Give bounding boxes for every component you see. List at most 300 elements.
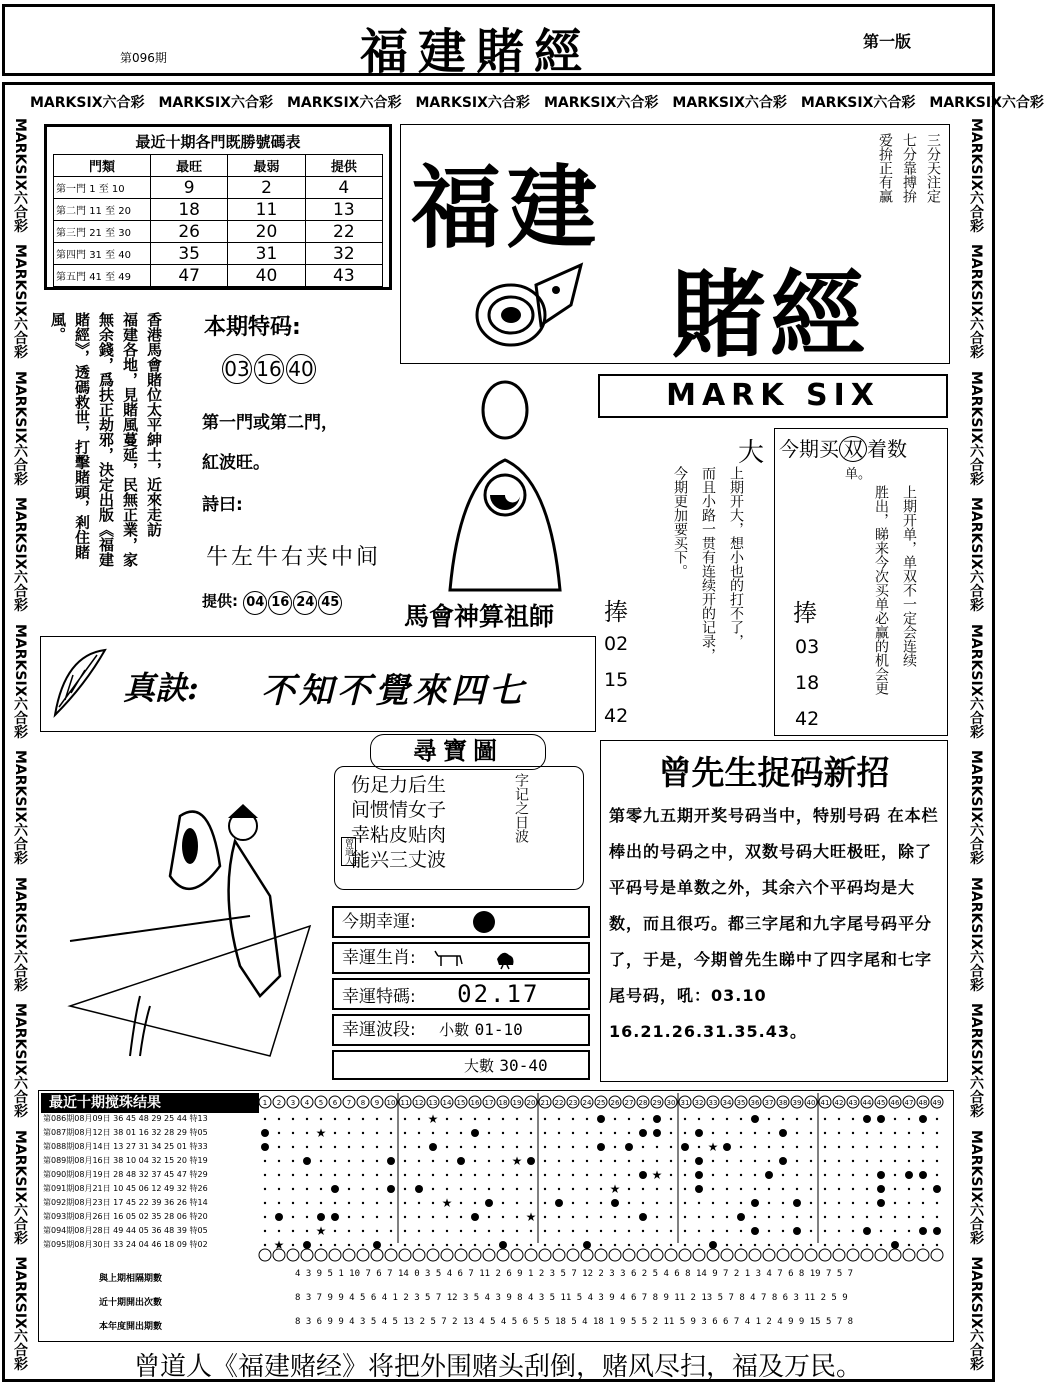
grid-dot — [292, 1160, 294, 1162]
number-header-label: 3 — [290, 1099, 296, 1107]
grid-dot — [418, 1118, 420, 1120]
drawn-ball-mark — [639, 1129, 647, 1137]
number-footer-circle — [595, 1249, 607, 1261]
tsang-box — [600, 740, 948, 1082]
grid-dot — [726, 1174, 728, 1176]
grid-dot — [460, 1146, 462, 1148]
title-post: 着数 — [867, 437, 907, 461]
marksix-banner-top — [30, 92, 1044, 114]
drawn-ball-mark — [653, 1129, 661, 1137]
grid-dot — [530, 1244, 532, 1246]
grid-dot — [698, 1202, 700, 1204]
grid-dot — [600, 1244, 602, 1246]
drawn-ball-mark — [723, 1143, 731, 1151]
odd-even-text — [871, 485, 919, 725]
grid-dot — [404, 1174, 406, 1176]
grid-dot — [796, 1118, 798, 1120]
lucky-wave-row — [332, 1014, 590, 1046]
number-footer-circle — [833, 1249, 845, 1261]
fisherman-illustration — [40, 766, 330, 1066]
max-cell: 26 — [151, 221, 228, 243]
banner-item: MARKSIX六合彩 — [968, 497, 984, 612]
number-header-label: 25 — [596, 1099, 606, 1107]
header-bar — [2, 4, 995, 80]
header-cell: 最弱 — [228, 155, 305, 177]
grid-dot — [418, 1244, 420, 1246]
number-header-label: 22 — [554, 1099, 564, 1107]
grid-dot — [558, 1160, 560, 1162]
grid-dot — [880, 1216, 882, 1218]
grid-dot — [922, 1202, 924, 1204]
table-row — [54, 265, 383, 287]
grid-dot — [838, 1118, 840, 1120]
grid-dot — [516, 1202, 518, 1204]
number-header-label: 33 — [708, 1099, 718, 1107]
number-footer-circle — [385, 1249, 397, 1261]
special-line1: 第一門或第二門， — [202, 413, 338, 433]
marksix-label: MARK SIX — [666, 378, 880, 413]
drawn-ball-mark — [891, 1241, 899, 1249]
grid-dot — [754, 1146, 756, 1148]
grid-dot — [824, 1174, 826, 1176]
special-star-mark: ★ — [651, 1168, 663, 1182]
grid-dot — [684, 1230, 686, 1232]
number-header-label: 46 — [890, 1099, 900, 1107]
drawn-ball-mark — [765, 1171, 773, 1179]
grid-dot — [376, 1118, 378, 1120]
min-cell: 31 — [228, 243, 305, 265]
drawn-ball-mark — [751, 1199, 759, 1207]
grid-dot — [810, 1244, 812, 1246]
grid-dot — [670, 1188, 672, 1190]
title-highlight: 双 — [839, 436, 867, 462]
grid-dot — [530, 1230, 532, 1232]
stat-label: 近十期開出次數 — [99, 1298, 163, 1308]
grid-dot — [432, 1132, 434, 1134]
grid-dot — [614, 1174, 616, 1176]
drawn-ball-mark — [681, 1143, 689, 1151]
number-header-label: 9 — [374, 1099, 380, 1107]
grid-dot — [796, 1216, 798, 1218]
grid-dot — [432, 1174, 434, 1176]
master-caption: 馬會神算祖師 — [404, 602, 555, 631]
grid-dot — [348, 1174, 350, 1176]
big-small-column: 上期开大，想小也的打不了， — [728, 466, 744, 648]
grid-dot — [488, 1216, 490, 1218]
big-label: 大 — [738, 438, 765, 468]
grid-dot — [558, 1174, 560, 1176]
banner-item: MARKSIX六合彩 — [672, 95, 787, 111]
lucky-fortune-row — [332, 906, 590, 938]
grid-dot — [810, 1202, 812, 1204]
grid-dot — [628, 1160, 630, 1162]
tsang-title: 曾先生捉码新招 — [658, 753, 890, 792]
gate-name: 第五門 — [56, 272, 86, 283]
grid-dot — [670, 1174, 672, 1176]
grid-dot — [474, 1174, 476, 1176]
max-cell: 35 — [151, 243, 228, 265]
grid-dot — [488, 1188, 490, 1190]
banner-item: MARKSIX六合彩 — [12, 1129, 28, 1245]
banner-item: MARKSIX六合彩 — [968, 623, 984, 739]
grid-dot — [754, 1244, 756, 1246]
special-number: 03 — [222, 354, 252, 384]
special-star-mark: ★ — [441, 1196, 453, 1210]
drawn-ball-mark — [611, 1199, 619, 1207]
rank-table — [53, 154, 383, 287]
grid-dot — [306, 1174, 308, 1176]
grid-dot — [824, 1160, 826, 1162]
gate-range: 21 至 30 — [89, 228, 131, 239]
grid-dot — [684, 1132, 686, 1134]
grid-dot — [740, 1244, 742, 1246]
treasure-scroll — [334, 766, 584, 890]
grid-dot — [572, 1146, 574, 1148]
odd-even-column: 上期开单，单双不一定会连续 — [901, 485, 917, 667]
grid-dot — [614, 1146, 616, 1148]
grid-dot — [852, 1216, 854, 1218]
pick-numbers-right — [795, 629, 819, 737]
poem-label: 詩曰: — [202, 495, 243, 515]
grid-dot — [306, 1188, 308, 1190]
number-header-label: 10 — [386, 1099, 396, 1107]
grid-dot — [404, 1230, 406, 1232]
grid-dot — [376, 1146, 378, 1148]
min-cell: 40 — [228, 265, 305, 287]
grid-dot — [824, 1188, 826, 1190]
number-header-label: 49 — [932, 1099, 942, 1107]
pick-number: 15 — [604, 669, 629, 691]
grid-dot — [334, 1244, 336, 1246]
drawn-ball-mark — [695, 1129, 703, 1137]
grid-dot — [558, 1118, 560, 1120]
grid-dot — [614, 1216, 616, 1218]
grid-dot — [810, 1216, 812, 1218]
grid-dot — [264, 1230, 266, 1232]
banner-item: MARKSIX六合彩 — [929, 95, 1044, 111]
leaf-decoration — [45, 645, 109, 725]
table-row — [54, 243, 383, 265]
intro-column: 福建各地，見賭風蔓延，民無正業，家 — [121, 312, 139, 567]
give-cell: 32 — [305, 243, 382, 265]
grid-dot — [390, 1244, 392, 1246]
min-cell: 11 — [228, 199, 305, 221]
ox-icon — [435, 948, 465, 968]
grid-dot — [502, 1202, 504, 1204]
grid-dot — [642, 1230, 644, 1232]
grid-dot — [390, 1132, 392, 1134]
number-footer-circle — [483, 1249, 495, 1261]
grid-dot — [852, 1202, 854, 1204]
number-footer-circle — [791, 1249, 803, 1261]
grid-dot — [264, 1118, 266, 1120]
number-header-label: 32 — [694, 1099, 704, 1107]
grid-dot — [642, 1160, 644, 1162]
grid-dot — [852, 1188, 854, 1190]
grid-dot — [838, 1146, 840, 1148]
lucky-label: 幸運生肖: — [342, 948, 416, 968]
drawn-ball-mark — [261, 1143, 269, 1151]
pick-numbers-left — [604, 626, 628, 734]
grid-dot — [460, 1132, 462, 1134]
grid-dot — [348, 1202, 350, 1204]
grid-dot — [754, 1160, 756, 1162]
grid-dot — [264, 1216, 266, 1218]
provide-label: 提供: — [202, 592, 238, 610]
grid-dot — [768, 1230, 770, 1232]
grid-dot — [838, 1160, 840, 1162]
grid-dot — [726, 1202, 728, 1204]
grid-dot — [376, 1174, 378, 1176]
header-cell: 最旺 — [151, 155, 228, 177]
grid-dot — [908, 1202, 910, 1204]
grid-dot — [544, 1230, 546, 1232]
grid-dot — [418, 1230, 420, 1232]
issue-number: 第096期 — [120, 51, 167, 65]
banner-item: MARKSIX六合彩 — [968, 370, 984, 486]
number-footer-circle — [875, 1249, 887, 1261]
grid-dot — [404, 1160, 406, 1162]
gate-range: 11 至 20 — [89, 206, 131, 217]
grid-dot — [628, 1202, 630, 1204]
grid-dot — [922, 1132, 924, 1134]
gate-range: 41 至 49 — [89, 272, 131, 283]
grid-dot — [670, 1160, 672, 1162]
pick-label-left: 捧 — [604, 598, 628, 626]
grid-dot — [936, 1174, 938, 1176]
grid-dot — [628, 1174, 630, 1176]
grid-dot — [334, 1174, 336, 1176]
grid-dot — [278, 1188, 280, 1190]
grid-dot — [516, 1230, 518, 1232]
drawn-ball-mark — [485, 1199, 493, 1207]
drawn-ball-mark — [709, 1241, 717, 1249]
result-row-label: 第090期08月19日 28 48 32 37 45 47 特29 — [43, 1170, 208, 1179]
grid-dot — [558, 1188, 560, 1190]
grid-dot — [754, 1216, 756, 1218]
grid-dot — [628, 1216, 630, 1218]
grid-dot — [768, 1132, 770, 1134]
number-footer-circle — [371, 1249, 383, 1261]
grid-dot — [460, 1118, 462, 1120]
result-row-label: 第087期08月12日 38 01 16 32 28 29 特05 — [43, 1128, 208, 1137]
grid-dot — [320, 1202, 322, 1204]
grid-dot — [670, 1230, 672, 1232]
banner-item: MARKSIX六合彩 — [12, 750, 28, 865]
grid-dot — [740, 1146, 742, 1148]
give-cell: 13 — [305, 199, 382, 221]
special-star-mark: ★ — [273, 1238, 285, 1252]
grid-dot — [572, 1230, 574, 1232]
odd-even-column: 胜出，睇来今次买单必赢的机会更 — [873, 485, 889, 695]
grid-dot — [768, 1244, 770, 1246]
grid-dot — [838, 1202, 840, 1204]
grid-dot — [712, 1188, 714, 1190]
logo-box — [400, 124, 950, 371]
drawn-ball-mark — [597, 1143, 605, 1151]
grid-dot — [824, 1146, 826, 1148]
grid-dot — [460, 1244, 462, 1246]
grid-dot — [642, 1118, 644, 1120]
banner-item: MARKSIX六合彩 — [12, 1003, 28, 1118]
grid-dot — [264, 1202, 266, 1204]
grid-dot — [264, 1188, 266, 1190]
grid-dot — [348, 1230, 350, 1232]
grid-dot — [572, 1132, 574, 1134]
grid-dot — [292, 1174, 294, 1176]
grid-dot — [922, 1244, 924, 1246]
number-footer-circle — [315, 1249, 327, 1261]
intro-text — [48, 312, 165, 602]
grid-dot — [348, 1188, 350, 1190]
treasure-line: 能兴三丈波 — [351, 849, 447, 871]
grid-dot — [712, 1230, 714, 1232]
grid-dot — [404, 1244, 406, 1246]
banner-item: MARKSIX六合彩 — [12, 623, 28, 739]
special-star-mark: ★ — [315, 1224, 327, 1238]
grid-dot — [264, 1174, 266, 1176]
grid-dot — [642, 1202, 644, 1204]
grid-dot — [278, 1202, 280, 1204]
number-header-label: 39 — [792, 1099, 802, 1107]
grid-dot — [292, 1244, 294, 1246]
banner-item: MARKSIX六合彩 — [286, 95, 402, 111]
grid-dot — [936, 1132, 938, 1134]
drawn-ball-mark — [863, 1115, 871, 1123]
drawn-ball-mark — [905, 1171, 913, 1179]
big-value: 30-40 — [499, 1056, 548, 1075]
grid-dot — [544, 1244, 546, 1246]
edition-label: 第一版 — [863, 32, 912, 51]
grid-dot — [852, 1160, 854, 1162]
grid-dot — [670, 1118, 672, 1120]
grid-dot — [908, 1146, 910, 1148]
drawn-ball-mark — [751, 1115, 759, 1123]
stat-values: 8 3 6 9 9 4 3 5 4 5 13 2 5 7 2 13 4 5 4 5 6 5 5 18 5 4 18 1 9 5 5 2 11 5 9 3 6 6 7 4 1 2 4 9 9 15 5 7 8 — [295, 1317, 854, 1327]
special-title: 本期特码: — [204, 315, 301, 340]
grid-dot — [670, 1202, 672, 1204]
logo-line1: 福建 — [411, 155, 603, 261]
treasure-title-box — [370, 734, 546, 770]
grid-dot — [908, 1188, 910, 1190]
grid-dot — [446, 1132, 448, 1134]
grid-dot — [278, 1118, 280, 1120]
number-footer-circle — [889, 1249, 901, 1261]
treasure-lines — [351, 773, 446, 873]
number-footer-circle — [665, 1249, 677, 1261]
grid-dot — [852, 1132, 854, 1134]
grid-dot — [936, 1202, 938, 1204]
grid-dot — [348, 1146, 350, 1148]
grid-dot — [782, 1146, 784, 1148]
grid-dot — [530, 1132, 532, 1134]
result-row-label: 第095期08月30日 33 24 04 46 18 09 特02 — [43, 1240, 208, 1249]
number-header-label: 34 — [722, 1099, 732, 1107]
header-cell: 門類 — [54, 155, 151, 177]
grid-dot — [684, 1244, 686, 1246]
banner-item: MARKSIX六合彩 — [12, 876, 28, 992]
grid-dot — [306, 1230, 308, 1232]
banner-item: MARKSIX六合彩 — [968, 1129, 984, 1245]
grid-dot — [600, 1132, 602, 1134]
results-title: 最近十期搅珠结果 — [41, 1093, 259, 1113]
drawn-ball-mark — [597, 1115, 605, 1123]
grid-dot — [796, 1188, 798, 1190]
special-numbers — [222, 354, 318, 384]
number-header-label: 8 — [360, 1099, 366, 1107]
number-header-label: 41 — [820, 1099, 830, 1107]
rank-table-header — [54, 155, 383, 177]
drawn-ball-mark — [471, 1129, 479, 1137]
gate-cell — [54, 177, 151, 199]
drawn-ball-mark — [373, 1241, 381, 1249]
gate-cell — [54, 199, 151, 221]
drawn-ball-mark — [933, 1185, 941, 1193]
number-footer-circle — [413, 1249, 425, 1261]
gate-name: 第一門 — [56, 184, 86, 195]
grid-dot — [530, 1118, 532, 1120]
grid-dot — [768, 1118, 770, 1120]
grid-dot — [922, 1188, 924, 1190]
grid-dot — [376, 1132, 378, 1134]
number-header-label: 19 — [512, 1099, 522, 1107]
grid-dot — [600, 1216, 602, 1218]
grid-dot — [348, 1118, 350, 1120]
grid-dot — [614, 1118, 616, 1120]
special-number: 16 — [254, 354, 284, 384]
intro-column: 香港馬會賭位太平紳士，近來走訪 — [145, 312, 163, 537]
grid-dot — [908, 1230, 910, 1232]
grid-dot — [782, 1202, 784, 1204]
lucky-label: 幸運波段: — [342, 1020, 416, 1040]
grid-dot — [866, 1188, 868, 1190]
grid-dot — [628, 1188, 630, 1190]
number-footer-circle — [609, 1249, 621, 1261]
grid-dot — [768, 1202, 770, 1204]
grid-dot — [838, 1244, 840, 1246]
grid-dot — [796, 1160, 798, 1162]
grid-dot — [474, 1244, 476, 1246]
grid-dot — [278, 1146, 280, 1148]
grid-dot — [558, 1146, 560, 1148]
number-footer-circle — [553, 1249, 565, 1261]
grid-dot — [852, 1146, 854, 1148]
pick-number: 18 — [795, 672, 820, 694]
number-footer-circle — [469, 1249, 481, 1261]
grid-dot — [698, 1118, 700, 1120]
drawn-ball-mark — [429, 1143, 437, 1151]
pick-label-right: 捧 — [793, 599, 817, 627]
grid-dot — [292, 1132, 294, 1134]
grid-dot — [516, 1244, 518, 1246]
grid-dot — [628, 1230, 630, 1232]
number-footer-circle — [679, 1249, 691, 1261]
odd-even-title — [779, 433, 907, 462]
table-row — [54, 199, 383, 221]
grid-dot — [908, 1244, 910, 1246]
give-cell: 4 — [305, 177, 382, 199]
banner-item: MARKSIX六合彩 — [543, 95, 659, 111]
grid-dot — [866, 1174, 868, 1176]
grid-dot — [320, 1118, 322, 1120]
grid-dot — [586, 1132, 588, 1134]
grid-dot — [530, 1146, 532, 1148]
grid-dot — [894, 1160, 896, 1162]
grid-dot — [404, 1188, 406, 1190]
grid-dot — [712, 1174, 714, 1176]
grid-dot — [446, 1146, 448, 1148]
grid-dot — [530, 1202, 532, 1204]
